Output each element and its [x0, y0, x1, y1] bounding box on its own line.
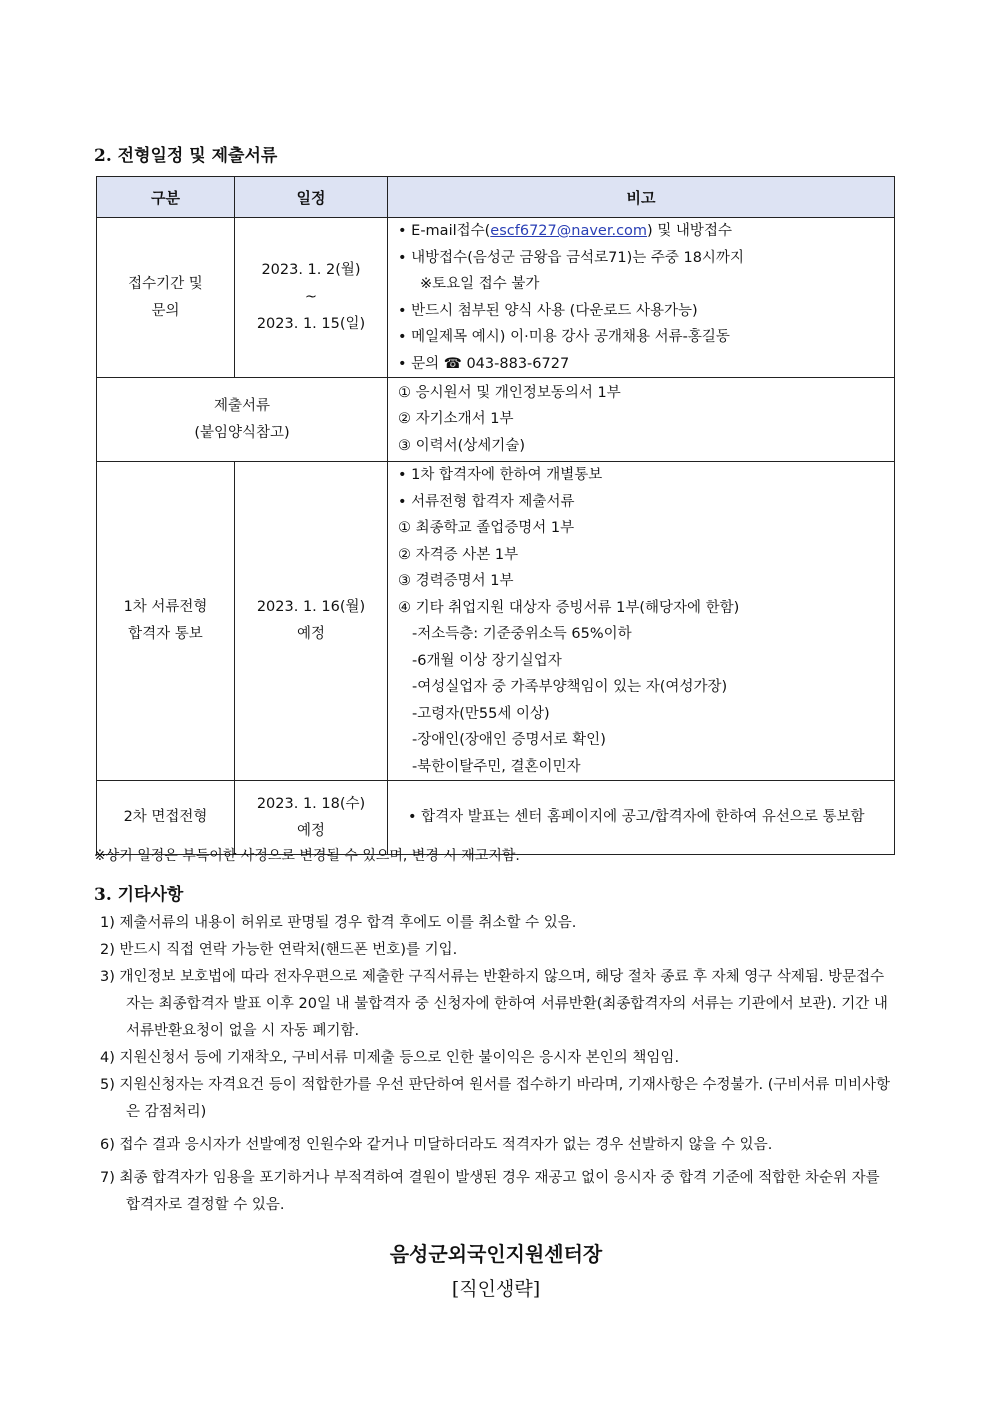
- table-header-row: [97, 177, 895, 218]
- row-notes: • 합격자 발표는 센터 홈페이지에 공고/합격자에 한하여 유선으로 통보함: [388, 781, 895, 855]
- row-notes: • E-mail접수(escf6727@naver.com) 및 내방접수 • 내방접수(음성군 금왕읍 금석로71)는 주중 18시까지 ※토요일 접수 불가 • 반드시 첨부된 양식 사용 (다운로드 사용가능) • 메일제목 예시) 이·미용 강사 공개채용 서류-홍길동 • 문의 ☎ 043-883-6727: [388, 218, 895, 378]
- row-category: 제출서류 (붙임양식참고): [97, 378, 388, 462]
- row-category: 접수기간 및 문의: [97, 218, 235, 378]
- header-notes: 비고: [388, 177, 895, 218]
- row-notes: • 1차 합격자에 한하여 개별통보 • 서류전형 합격자 제출서류 ① 최종학교 졸업증명서 1부 ② 자격증 사본 1부 ③ 경력증명서 1부 ④ 기타 취업지원 대상자 증빙서류 1부(해당자에 한함) -저소득층: 기준중위소득 65%이하 -6개월 이상 장기실업자 -여성실업자 중 가족부양책임이 있는 자(여성가장) -고령자(만55세 이상) -장애인(장애인 증명서로 확인) -북한이탈주민, 결혼이민자: [388, 462, 895, 781]
- row-schedule: 2023. 1. 16(월) 예정: [235, 462, 388, 781]
- email-link[interactable]: escf6727@naver.com: [490, 223, 648, 239]
- table-row: [97, 378, 895, 462]
- signature-seal: [직인생략]: [451, 1278, 541, 1300]
- list-item: 5) 지원신청자는 자격요건 등이 적합한가를 우선 판단하여 원서를 접수하기 바라며, 기재사항은 수정불가. (구비서류 미비사항은 감점처리): [100, 1077, 891, 1120]
- list-item: 1) 제출서류의 내용이 허위로 판명될 경우 합격 후에도 이를 취소할 수 있음.: [100, 915, 577, 931]
- header-schedule: 일정: [235, 177, 388, 218]
- schedule-table: [96, 176, 895, 855]
- notice-list: [100, 910, 898, 1219]
- list-item: 7) 최종 합격자가 임용을 포기하거나 부적격하여 결원이 발생된 경우 재공고 없이 응시자 중 합격 기준에 적합한 차순위 자를 합격자로 결정할 수 있음.: [100, 1170, 880, 1213]
- row-category: 1차 서류전형 합격자 통보: [97, 462, 235, 781]
- table-row: [97, 462, 895, 781]
- section-2-title: 2. 전형일정 및 제출서류: [94, 146, 278, 166]
- list-item: 3) 개인정보 보호법에 따라 전자우편으로 제출한 구직서류는 반환하지 않으며, 해당 절차 종료 후 자체 영구 삭제됨. 방문접수자는 최종합격자 발표 이후 20일 내 불합격자 중 신청자에 한하여 서류반환(최종합격자의 서류는 기관에서 보관). 기간 내 서류반환요청이 없을 시 자동 폐기함.: [100, 969, 888, 1039]
- row-schedule: 2023. 1. 18(수) 예정: [235, 781, 388, 855]
- list-item: 2) 반드시 직접 연락 가능한 연락처(핸드폰 번호)를 기입.: [100, 942, 458, 958]
- table-row: [97, 218, 895, 378]
- table-row: [97, 781, 895, 855]
- row-notes: ① 응시원서 및 개인정보동의서 1부 ② 자기소개서 1부 ③ 이력서(상세기술): [388, 378, 895, 462]
- row-category: 2차 면접전형: [97, 781, 235, 855]
- section-3-title: 3. 기타사항: [94, 885, 184, 905]
- list-item: 4) 지원신청서 등에 기재착오, 구비서류 미제출 등으로 인한 불이익은 응시자 본인의 책임임.: [100, 1050, 680, 1066]
- signature-org: 음성군외국인지원센터장: [389, 1242, 603, 1266]
- schedule-footnote: ※상기 일정은 부득이한 사정으로 변경될 수 있으며, 변경 시 재고지함.: [94, 848, 520, 864]
- list-item: 6) 접수 결과 응시자가 선발예정 인원수와 같거나 미달하더라도 적격자가 없는 경우 선발하지 않을 수 있음.: [100, 1137, 773, 1153]
- row-schedule: 2023. 1. 2(월) ~ 2023. 1. 15(일): [235, 218, 388, 378]
- header-category: 구분: [97, 177, 235, 218]
